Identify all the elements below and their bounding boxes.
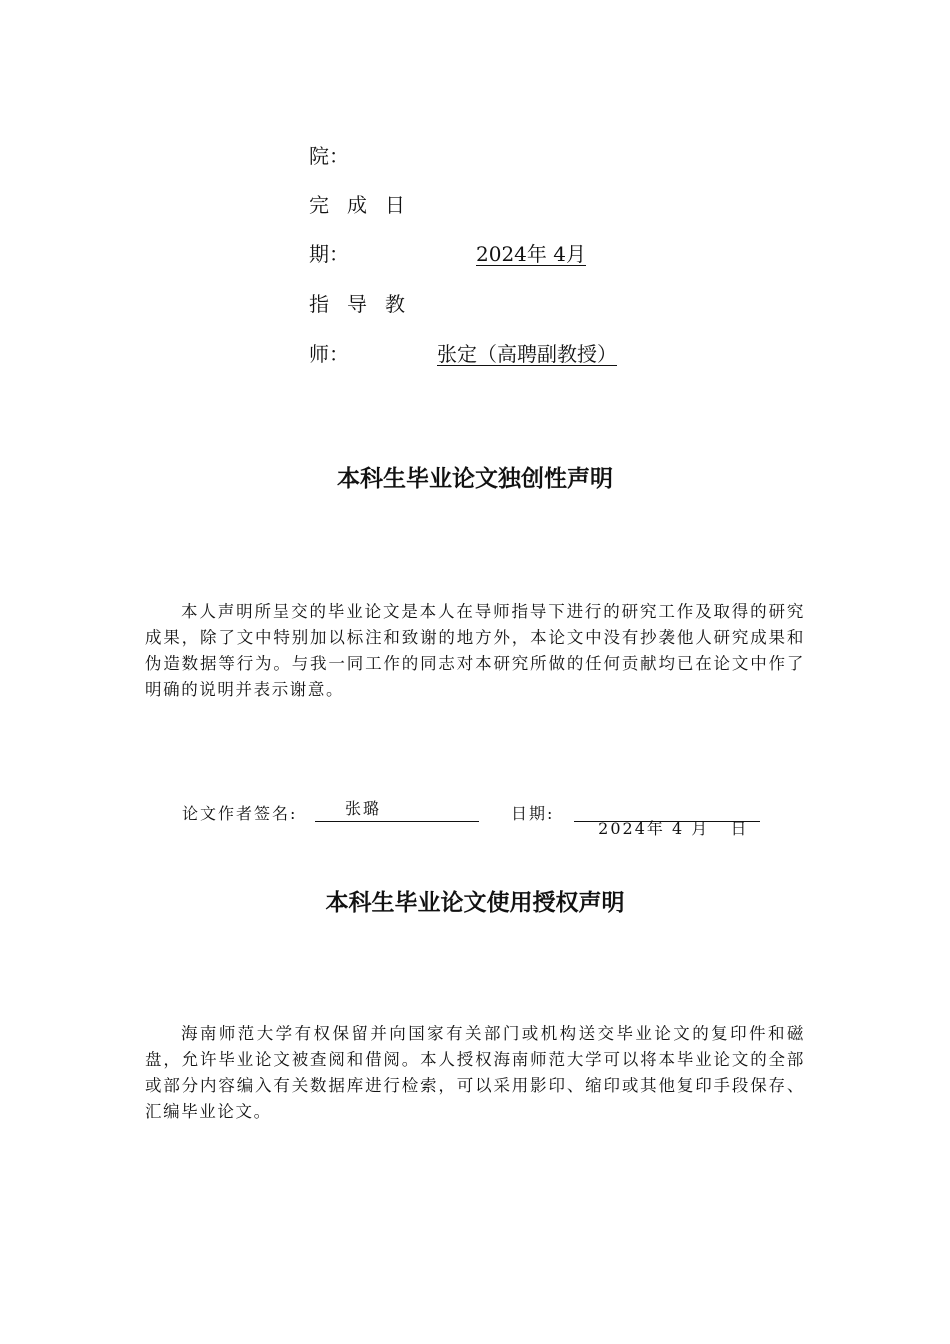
authorization-body: 海南师范大学有权保留并向国家有关部门或机构送交毕业论文的复印件和磁盘，允许毕业论文被查阅和借阅。本人授权海南师范大学可以将本毕业论文的全部或部分内容编入有关数据库进行检索，可以采用影印、缩印或其他复印手段保存、汇编毕业论文。	[145, 1024, 805, 1121]
advisor-value: 张定（高聘副教授）	[437, 342, 617, 366]
originality-body: 本人声明所呈交的毕业论文是本人在导师指导下进行的研究工作及取得的研究成果，除了文中特别加以标注和致谢的地方外，本论文中没有抄袭他人研究成果和伪造数据等行为。与我一同工作的同志对本研究所做的任何贡献均已在论文中作了明确的说明并表示谢意。	[145, 602, 805, 699]
signature-date-field	[574, 799, 760, 838]
completion-date-value: 2024年 4月	[476, 242, 586, 266]
author-signature-field	[315, 799, 479, 822]
signature-date-value: 2024年 4 月 日	[598, 819, 749, 838]
originality-title: 本科生毕业论文独创性声明	[337, 466, 613, 492]
author-signature-value: 张璐	[345, 799, 382, 818]
signature-date-label: 日期:	[511, 804, 555, 823]
author-signature-label: 论文作者签名:	[182, 804, 298, 823]
authorization-title: 本科生毕业论文使用授权声明	[325, 890, 625, 916]
advisor-label-line1: 指导教	[309, 292, 423, 316]
advisor-label-line2: 师：	[309, 342, 349, 366]
completion-date-label-line2: 期：	[309, 242, 349, 266]
college-label: 院：	[309, 144, 349, 168]
completion-date-label-line1: 完成日	[309, 193, 423, 217]
